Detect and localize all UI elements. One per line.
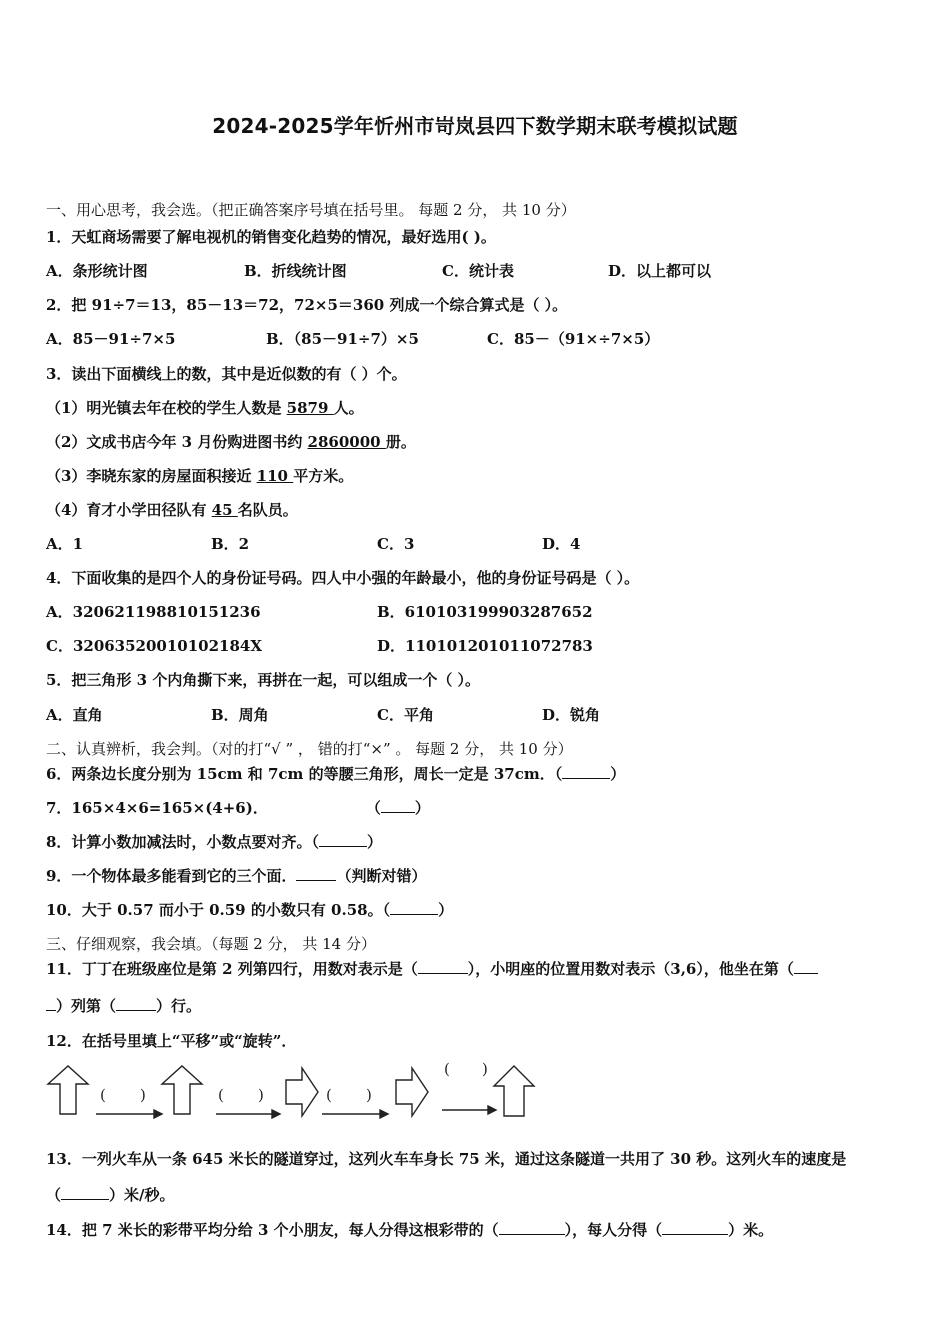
q4-option-d: D．110101201011072783 [377, 637, 593, 655]
answer-blank[interactable] [390, 900, 438, 915]
q3-item-2-number: 2860000 [307, 433, 386, 451]
answer-blank[interactable] [46, 996, 56, 1011]
question-11-line-2: ）列第（ ）行。 [46, 996, 201, 1016]
answer-blank[interactable] [499, 1220, 565, 1235]
question-13-line-2: （ ）米/秒。 [46, 1186, 175, 1204]
q3-item-3: （3）李晓东家的房屋面积接近 110 平方米。 [46, 467, 354, 485]
q4-option-a: A．320621198810151236 [46, 603, 261, 621]
q1-option-d: D．以上都可以 [608, 262, 712, 280]
transform-arrowhead-3 [380, 1110, 388, 1118]
q5-option-a: A．直角 [46, 706, 103, 724]
q3-option-c: C．3 [377, 535, 415, 553]
up-arrow-shape-1 [48, 1066, 88, 1114]
q5-option-b: B．周角 [211, 706, 269, 724]
q4-option-c: C．32063520010102184X [46, 637, 263, 655]
question-12-stem: 12．在括号里填上“平移”或“旋转”． [46, 1032, 297, 1050]
answer-blank[interactable] [418, 959, 468, 974]
blank-3-paren-left[interactable]: ( [326, 1086, 332, 1104]
question-13-line-1: 13．一列火车从一条 645 米长的隧道穿过，这列火车车身长 75 米，通过这条隧道一共用了 30 秒。这列火车的速度是 [46, 1150, 847, 1168]
question-14: 14．把 7 米长的彩带平均分给 3 个小朋友，每人分得这根彩带的（ ），每人分得（ ）米。 [46, 1221, 774, 1239]
blank-4-paren-left[interactable]: ( [444, 1060, 450, 1078]
q3-item-1: （1）明光镇去年在校的学生人数是 5879 人。 [46, 399, 364, 417]
answer-blank[interactable] [662, 1220, 728, 1235]
section-2-heading: 二、认真辨析，我会判。（对的打“√ ” ， 错的打“×” 。 每题 2 分， 共 10 分） [46, 740, 573, 758]
question-2-stem: 2．把 91÷7＝13，85－13＝72，72×5＝360 列成一个综合算式是（ ）。 [46, 296, 568, 314]
q2-option-a: A．85－91÷7×5 [46, 330, 176, 348]
q3-item-3-number: 110 [256, 467, 294, 485]
q2-option-b: B．（85－91÷7）×5 [266, 330, 419, 348]
question-11-line-1: 11．丁丁在班级座位是第 2 列第四行，用数对表示是（ ），小明座的位置用数对表示（3,6），他坐在第（ [46, 959, 818, 979]
q1-option-a: A．条形统计图 [46, 262, 148, 280]
question-3-stem: 3．读出下面横线上的数，其中是近似数的有（ ）个。 [46, 365, 407, 383]
answer-blank[interactable] [562, 764, 610, 779]
question-1-stem: 1．天虹商场需要了解电视机的销售变化趋势的情况，最好选用( )。 [46, 228, 496, 246]
q3-item-2: （2）文成书店今年 3 月份购进图书约 2860000 册。 [46, 433, 416, 451]
answer-blank[interactable] [381, 798, 415, 813]
q3-item-4: （4）育才小学田径队有 45 名队员。 [46, 501, 298, 519]
up-arrow-shape-3 [494, 1066, 534, 1116]
question-7: 7．165×4×6=165×(4+6)． （ ） [46, 799, 430, 817]
question-9: 9．一个物体最多能看到它的三个面． （判断对错） [46, 867, 427, 885]
q3-item-4-number: 45 [211, 501, 238, 519]
question-4-stem: 4．下面收集的是四个人的身份证号码。四人中小强的年龄最小，他的身份证号码是（ ）。 [46, 569, 640, 587]
answer-blank[interactable] [61, 1185, 109, 1200]
q5-option-c: C．平角 [377, 706, 434, 724]
section-3-heading: 三、仔细观察，我会填。（每题 2 分， 共 14 分） [46, 935, 376, 953]
page-title: 2024-2025学年忻州市岢岚县四下数学期末联考模拟试题 [212, 114, 738, 138]
blank-1-paren-right[interactable]: ) [140, 1086, 146, 1104]
answer-blank[interactable] [116, 996, 156, 1011]
q1-option-c: C．统计表 [442, 262, 514, 280]
q2-option-c: C．85－（91×÷7×5） [487, 330, 660, 348]
blank-2-paren-left[interactable]: ( [218, 1086, 224, 1104]
answer-blank[interactable] [319, 832, 367, 847]
q3-option-d: D．4 [542, 535, 581, 553]
q3-item-1-number: 5879 [286, 399, 334, 417]
question-10: 10．大于 0.57 而小于 0.59 的小数只有 0.58。（ ） [46, 901, 454, 919]
answer-blank[interactable] [296, 866, 336, 881]
blank-1-paren-left[interactable]: ( [100, 1086, 106, 1104]
right-arrow-shape-2 [396, 1068, 428, 1116]
transform-arrowhead-4 [488, 1106, 496, 1114]
translation-rotation-figure [44, 1058, 544, 1126]
question-5-stem: 5．把三角形 3 个内角撕下来，再拼在一起，可以组成一个（ ）。 [46, 671, 481, 689]
q5-option-d: D．锐角 [542, 706, 601, 724]
blank-2-paren-right[interactable]: ) [258, 1086, 264, 1104]
q4-option-b: B．610103199903287652 [377, 603, 593, 621]
question-8: 8．计算小数加减法时，小数点要对齐。（ ） [46, 833, 382, 851]
question-6: 6．两条边长度分别为 15cm 和 7cm 的等腰三角形，周长一定是 37cm．（ ） [46, 765, 626, 783]
q3-option-a: A．1 [46, 535, 84, 553]
section-1-heading: 一、用心思考，我会选。（把正确答案序号填在括号里。 每题 2 分， 共 10 分） [46, 201, 576, 219]
transform-arrowhead-1 [154, 1110, 162, 1118]
q1-option-b: B．折线统计图 [244, 262, 347, 280]
q3-option-b: B．2 [211, 535, 250, 553]
blank-3-paren-right[interactable]: ) [366, 1086, 372, 1104]
right-arrow-shape-1 [286, 1068, 318, 1116]
blank-4-paren-right[interactable]: ) [482, 1060, 488, 1078]
up-arrow-shape-2 [162, 1066, 202, 1114]
transform-arrowhead-2 [272, 1110, 280, 1118]
answer-blank[interactable] [794, 959, 818, 974]
